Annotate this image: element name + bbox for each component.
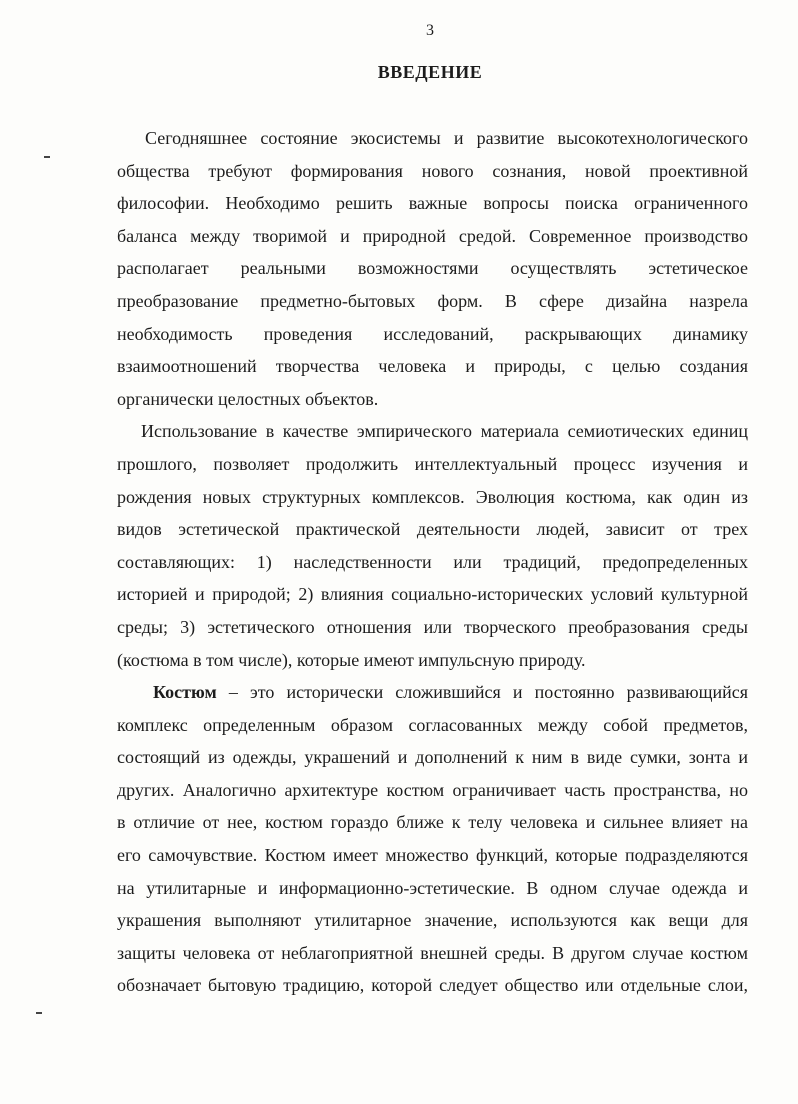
text-line: взаимоотношений творчества человека и природы, с целью создания xyxy=(117,356,748,377)
text-line: защиты человека от неблагоприятной внешней среды. В другом случае костюм xyxy=(117,942,748,963)
margin-mark xyxy=(36,1012,42,1014)
paragraph xyxy=(117,122,748,415)
text-line: видов эстетической практической деятельности людей, зависит от трех xyxy=(117,519,748,540)
text-line: прошлого, позволяет продолжить интеллектуальный процесс изучения и xyxy=(117,453,748,474)
text-line: среды; 3) эстетического отношения или творческого преобразования среды xyxy=(117,616,748,637)
text-line: историей и природой; 2) влияния социально-исторических условий культурной xyxy=(117,584,748,605)
text-line: Использование в качестве эмпирического материала семиотических единиц xyxy=(141,421,748,442)
margin-mark xyxy=(44,156,50,158)
text-line: философии. Необходимо решить важные вопросы поиска ограниченного xyxy=(117,193,748,214)
body-text xyxy=(117,122,748,1002)
text-line: общества требуют формирования нового сознания, новой проективной xyxy=(117,160,748,181)
text-line: украшения выполняют утилитарное значение, используются как вещи для xyxy=(117,910,748,931)
text-line: располагает реальными возможностями осуществлять эстетическое xyxy=(117,258,748,279)
text-line: рождения новых структурных комплексов. Эволюция костюма, как один из xyxy=(117,486,748,507)
text-line: Сегодняшнее состояние экосистемы и развитие высокотехнологического xyxy=(145,128,748,148)
text-line: состоящий из одежды, украшений и дополнений к ним в виде сумки, зонта и xyxy=(117,747,748,768)
text-line: на утилитарные и информационно-эстетические. В одном случае одежда и xyxy=(117,877,748,898)
paragraph xyxy=(117,676,748,1002)
text-line: в отличие от нее, костюм гораздо ближе к телу человека и сильнее влияет на xyxy=(117,812,748,833)
text-line: комплекс определенным образом согласованных между собой предметов, xyxy=(117,714,748,735)
page-title: ВВЕДЕНИЕ xyxy=(377,62,483,82)
text-line: обозначает бытовую традицию, которой следует общество или отдельные слои, xyxy=(117,975,748,996)
paragraph xyxy=(117,415,748,676)
text-line: составляющих: 1) наследственности или традиций, предопределенных xyxy=(117,551,748,572)
text-line: органически целостных объектов. xyxy=(117,388,379,409)
text-line: его самочувствие. Костюм имеет множество функций, которые подразделяются xyxy=(117,845,748,866)
text-line: необходимость проведения исследований, раскрывающих динамику xyxy=(117,323,748,344)
text-line: преобразование предметно-бытовых форм. В сфере дизайна назрела xyxy=(117,290,748,311)
text-line: (костюма в том числе), которые имеют импульсную природу. xyxy=(117,649,586,670)
term-bold: Костюм xyxy=(153,682,217,703)
text-line: других. Аналогично архитектуре костюм ограничивает часть пространства, но xyxy=(117,779,748,800)
text-line xyxy=(117,676,748,709)
text-line: баланса между творимой и природной средой. Современное производство xyxy=(117,225,748,246)
page-number: 3 xyxy=(426,22,434,39)
text-fragment: – это исторически сложившийся и постоянно развивающийся xyxy=(216,682,748,703)
